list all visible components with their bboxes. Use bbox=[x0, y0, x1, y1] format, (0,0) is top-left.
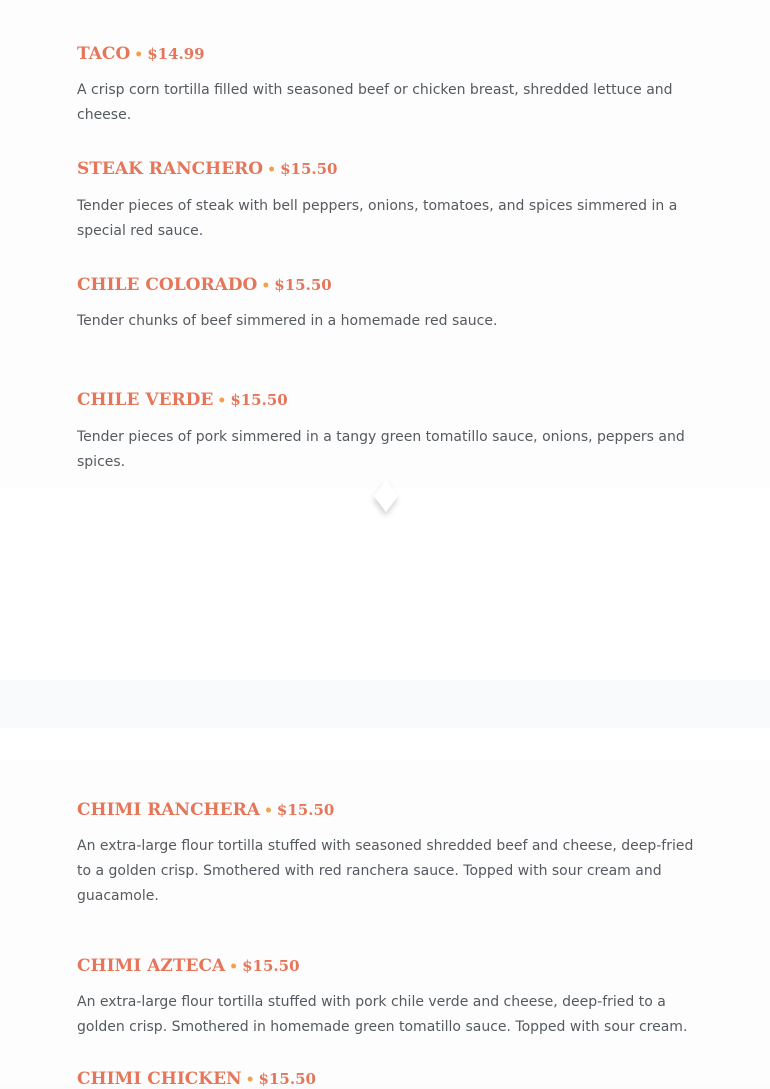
section-divider-shade bbox=[0, 680, 770, 728]
menu-item-title bbox=[77, 800, 334, 820]
menu-item-title bbox=[77, 1069, 316, 1089]
menu-item-title bbox=[77, 956, 300, 976]
menu-item-name: CHIMI AZTECA bbox=[77, 956, 226, 976]
menu-item-price: $15.50 bbox=[274, 276, 332, 294]
menu-item-name: CHIMI RANCHERA bbox=[77, 800, 260, 820]
price-separator: • bbox=[217, 393, 227, 409]
menu-item-price: $15.50 bbox=[280, 160, 338, 178]
price-separator: • bbox=[245, 1072, 255, 1088]
menu-item-description: Tender pieces of steak with bell peppers, onions, tomatoes, and spices simmered in a special red sauce. bbox=[77, 198, 678, 239]
menu-item-description: A crisp corn tortilla filled with seasoned beef or chicken breast, shredded lettuce and cheese. bbox=[77, 82, 673, 123]
menu-section-top bbox=[0, 0, 770, 488]
menu-item-description: An extra-large flour tortilla stuffed with seasoned shredded beef and cheese, deep-fried to a golden crisp. Smothered with red ranchera sauce. Topped with sour cream and guacamole. bbox=[77, 838, 694, 904]
menu-item-price: $15.50 bbox=[230, 391, 288, 409]
menu-item-description: Tender chunks of beef simmered in a homemade red sauce. bbox=[77, 313, 498, 329]
price-separator: • bbox=[267, 162, 277, 178]
menu-item-title bbox=[77, 159, 338, 179]
price-separator: • bbox=[229, 959, 239, 975]
price-separator: • bbox=[134, 47, 144, 63]
menu-item-price: $14.99 bbox=[147, 45, 205, 63]
menu-item-title bbox=[77, 390, 288, 410]
menu-item-price: $15.50 bbox=[258, 1070, 316, 1088]
menu-item-price: $15.50 bbox=[242, 957, 300, 975]
menu-item-name: CHILE VERDE bbox=[77, 390, 214, 410]
menu-item-name: CHILE COLORADO bbox=[77, 275, 258, 295]
menu-item-description: An extra-large flour tortilla stuffed with pork chile verde and cheese, deep-fried to a golden crisp. Smothered in homemade green tomatillo sauce. Topped with sour cream. bbox=[77, 994, 688, 1035]
price-separator: • bbox=[261, 278, 271, 294]
menu-item-name: STEAK RANCHERO bbox=[77, 159, 264, 179]
price-separator: • bbox=[263, 803, 273, 819]
menu-item-name: CHIMI CHICKEN bbox=[77, 1069, 242, 1089]
menu-item-description: Tender pieces of pork simmered in a tangy green tomatillo sauce, onions, peppers and spices. bbox=[77, 429, 685, 470]
menu-item-name: TACO bbox=[77, 44, 131, 64]
menu-item-price: $15.50 bbox=[276, 801, 335, 819]
menu-item-title bbox=[77, 275, 332, 295]
menu-item-title bbox=[77, 44, 205, 64]
